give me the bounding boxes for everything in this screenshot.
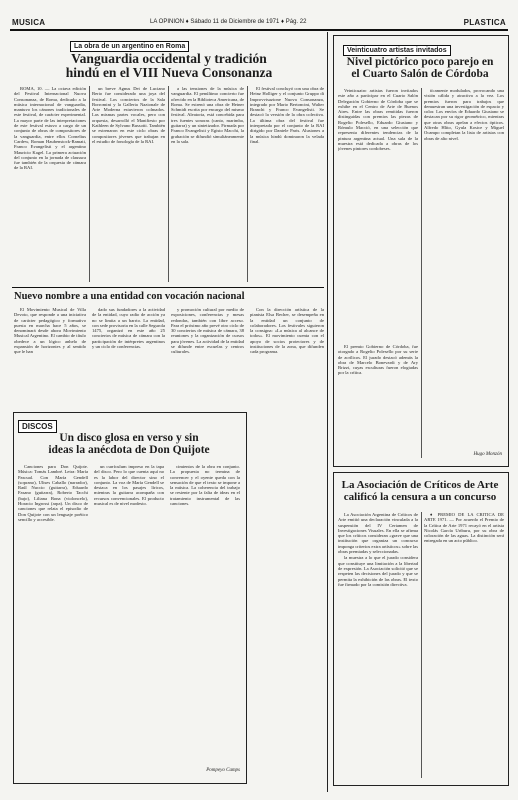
discos-text-2: un currículum impreso en la tapa del disco. Pero lo que cuenta aquí no es la labor del director sino el conjunto. La voz de María Gendell se destaca en los pasajes líricos, mientras la guitarra acompaña con recursos convencionales. El producto musical es de nivel modesto. bbox=[94, 464, 164, 507]
article-3-headline bbox=[336, 56, 504, 80]
article-2-column-4 bbox=[250, 307, 324, 567]
discos-kicker: DISCOS bbox=[18, 420, 57, 433]
page-dateline: LA OPINION ♦ Sábado 11 de Diciembre de 1971 ♦ Pág. 22 bbox=[150, 19, 307, 25]
discos-headline-line1: Un disco glosa en verso y sin bbox=[59, 432, 199, 444]
article-2-text-1: El Movimiento Musical de Villa Devoto, que responde a una iniciativa de carácter pedagógico y formativo puesta en marcha hace 5 años, se denominará desde ahora Movimiento Musical Argentino. El cambio de título obedece a un lógico anhelo de expansión de horizontes y al sentido que le han bbox=[14, 307, 86, 355]
article-3-column-1b bbox=[338, 344, 418, 458]
article-2-headline: Nuevo nombre a una entidad con vocación nacional bbox=[14, 291, 245, 302]
article-1-kicker: La obra de un argentino en Roma bbox=[70, 41, 189, 52]
article-2-text-2: dado sus fundadores a la actividad de la entidad, cuyo radio de acción ya no se limita a un barrio. La entidad, con sede provisoria en la calle Segurola 1475, organizó en este año 25 conciertos de música de cámara con la participación de intérpretes argentinos y un ciclo de conferencias. bbox=[92, 307, 165, 350]
article-4-headline bbox=[336, 480, 504, 503]
section-divider bbox=[327, 32, 328, 792]
article-2-text-3: y promoción cultural por medio de exposiciones, conferencias y mesas redondas, también con libre acceso. Para el próximo año prevé otro ciclo de 30 conciertos de música de cámara, 38 reuniones y la organización de cursos para jóvenes. La actividad de la entidad se difunde entre escuelas y centros culturales. bbox=[171, 307, 244, 355]
article-1-headline bbox=[14, 52, 324, 80]
section-label-music: MUSICA bbox=[12, 18, 46, 27]
column-rule bbox=[89, 86, 90, 282]
article-2-column-2 bbox=[92, 307, 165, 407]
article-1-headline-line1: Vanguardia occidental y tradición bbox=[71, 51, 267, 66]
article-2-column-3 bbox=[171, 307, 244, 407]
article-4-premio bbox=[424, 512, 504, 544]
article-3-headline-line2: el Cuarto Salón de Córdoba bbox=[351, 68, 489, 81]
article-4-column-2 bbox=[424, 512, 504, 778]
article-3-column-1 bbox=[338, 88, 418, 338]
article-1-text-4: El festival concluyó con una obra de Heinz Holliger y el conjunto Gruppo di Improvvisazione Nuova Consonanza, integrado por Mario Bertoncini, Walter Branchi y Franco Evangelisti. Se destacó la versión de la obra colectiva. La última obra del festival fue interpretada por el conjunto de la RAI dirigido por Daniele Paris. Alusiones a la música hindú dominaron la velada final. bbox=[250, 86, 324, 144]
article-3-headline-line1: Nivel pictórico poco parejo en bbox=[346, 56, 494, 68]
article-1-text-1: ROMA, 10. — La octava edición del Festival Internacional Nuova Consonanza, de Roma, dedicado a la música internacional de vanguardia, mantuvo los cánones tradicionales de este festival, de carácter experimental. La mayor parte de las interpretaciones de este festival estuvo a cargo de un conjunto de obras de compositores de la vanguardia, entre ellos Cornelius Cardew, Roman Haubenstock-Ramati, Franco Evangelisti y el argentino Mauricio Kagel. La primera actuación del conjunto en la jornada de clausura fue también de la orquesta de cámara de la RAI. bbox=[14, 86, 86, 171]
column-rule bbox=[247, 86, 248, 282]
discos-column-1 bbox=[18, 464, 88, 774]
article-3-text-2: tícamente modulados, provocando una visión cálida y atractiva a la vez. Los premios fueron para trabajos que demuestran una investigación de espacio y color. Los envíos de Eduardo Giusiano se destacan por su rigor geométrico, mientras que otras obras apelan a efectos ópticos. Alfredo Hlito, Gyula Kosice y Miguel Ocampo completan la lista de artistas con obras de alto nivel. bbox=[424, 88, 504, 141]
discos-headline-line2: ideas la anécdota de Don Quijote bbox=[48, 444, 210, 457]
discos-signature: Pompeyo Camps bbox=[206, 768, 240, 773]
discos-text-3: cimientos de la obra en conjunto. La propuesta no termina de convencer y el oyente queda con la sensación de que el texto se impone a la música. La coherencia del trabajo se resiente por la falta de ideas en el tratamiento instrumental de las canciones. bbox=[170, 464, 240, 507]
column-rule bbox=[168, 86, 169, 282]
article-3-column-2 bbox=[424, 88, 504, 448]
article-4-text-2: la muestra a lo que el jurado considera que constituye una limitación a la libertad de expresión. La Asociación solicitó que se respeten las decisiones del jurado y que se permita la exhibición de las obras. El texto fue firmado por la comisión directiva. bbox=[338, 555, 418, 587]
discos-headline bbox=[16, 432, 242, 456]
article-4-text-3: PREMIO DE LA CRITICA DE ARTE 1971. — Por acuerdo el Premio de la Crítica de Arte 1971 recayó en el artista Nicolás García Uriburu, por su obra de coloración de las aguas. La distinción será entregada en un acto público. bbox=[424, 512, 504, 544]
divider-rule bbox=[12, 287, 324, 288]
article-1-headline-line2: hindú en el VIII Nueva Consonanza bbox=[65, 65, 273, 81]
header-rule bbox=[10, 29, 508, 31]
article-3-text-3: El premio Gobierno de Córdoba, fue otorgado a Rogelio Polesello por su serie de acrílicos. El jurado destacó además la obra de Marcelo Bonevardi y de Ary Brizzi, cuyas esculturas fueron elogiadas por la crítica. bbox=[338, 344, 418, 376]
article-4-column-1 bbox=[338, 512, 418, 778]
article-4-headline-line2: calificó la censura a un concurso bbox=[343, 490, 497, 503]
article-1-column-1 bbox=[14, 86, 86, 282]
article-2-text-4: Con la dirección artística de la pianista Elsa Becher, se desempeña en la entidad un conjunto de colaboradores. Los festivales siguieron la consigna: «La música al alcance de todos». El movimiento cuenta con el apoyo de socios protectores y de instituciones de la zona, que difunden cada programa. bbox=[250, 307, 324, 355]
article-3-kicker: Veinticuatro artistas invitados bbox=[343, 45, 451, 56]
article-1-text-2: un breve Agnus Dei de Luciano Berio fue considerado una joya del festival. Los conciertos de la Sala Borromini y la Galleria Nazionale de Arte Moderna estuvieron colmados. Las mismas partes vocales, pero con orquesta, desarrolló el Manifiesto por Kathleen de Sylvano Bussotti. También se estrenaron en este ciclo obras de compositores jóvenes que trabajan en el estudio de fonología de la RAI. bbox=[92, 86, 165, 144]
section-label-plastic: PLASTICA bbox=[463, 18, 506, 27]
column-rule bbox=[421, 512, 422, 778]
article-3-kicker-wrap bbox=[343, 39, 451, 57]
column-rule bbox=[421, 88, 422, 458]
article-2-column-1 bbox=[14, 307, 86, 407]
discos-text-1: Canciones para Don Quijote. Música: Tomás Lambré. Letra: María Pascual. Con María Gendell (soprano), Ulises Caballo (narrador), Raúl Nuccio (guitarra), Eduardo Fasano (guitarra), Roberto Tacchi (bajo), Liliana Bona (violoncelo), Horacio Ingrossi (arpa). Un disco de canciones que relata el episodio de Don Quijote con un lenguaje poético sencillo y accesible. bbox=[18, 464, 88, 522]
article-4-text-1: La Asociación Argentina de Críticos de Arte emitió una declaración vinculada a la suspensión del IV Certamen de Investigaciones Visuales. En ella se afirma que los críticos consideran «grave que una institución que organiza un concurso imponga criterios extra artísticos» sobre las obras premiadas y seleccionadas. bbox=[338, 512, 418, 555]
article-1-column-2 bbox=[92, 86, 165, 282]
discos-column-2 bbox=[94, 464, 164, 774]
article-4-headline-line1: La Asociación de Críticos de Arte bbox=[341, 479, 499, 491]
article-1-column-3 bbox=[171, 86, 244, 282]
article-1-column-4 bbox=[250, 86, 324, 282]
article-1-text-3: a las tensiones de la música de vanguardia. El penúltimo concierto fue ofrecido en la Biblioteca Americana, de Roma. Se estrenó una obra de Heiner Schmidt escrita por encargo del mismo festival. Aleatoria, está concebida para tres fuentes sonoras (canto, marimba, guitarra) y un sintetizador. Firmada por Franco Evangelisti y Egisto Macchi, la grabación se difundió simultáneamente en la sala. bbox=[171, 86, 244, 144]
article-3-signature: Hugo Monzón bbox=[473, 452, 502, 457]
discos-column-3 bbox=[170, 464, 240, 764]
bullet-icon: ♦ bbox=[430, 512, 435, 517]
article-3-text-1: Veinticuatro artistas fueron invitados este año a participar en el Cuarto Salón Delegación Gobierno de Córdoba que se exhibe en el Centro de Arte de Buenos Aires. Entre las obras remitidas fueron distinguidas con premios las piezas de Rogelio Polesello, Eduardo Giusiano y Rómulo Macció, en una selección que representa diferentes tendencias de la pintura argentina actual. Una sala de la muestra está dedicada a obras de los jóvenes pintores cordobeses. bbox=[338, 88, 418, 152]
